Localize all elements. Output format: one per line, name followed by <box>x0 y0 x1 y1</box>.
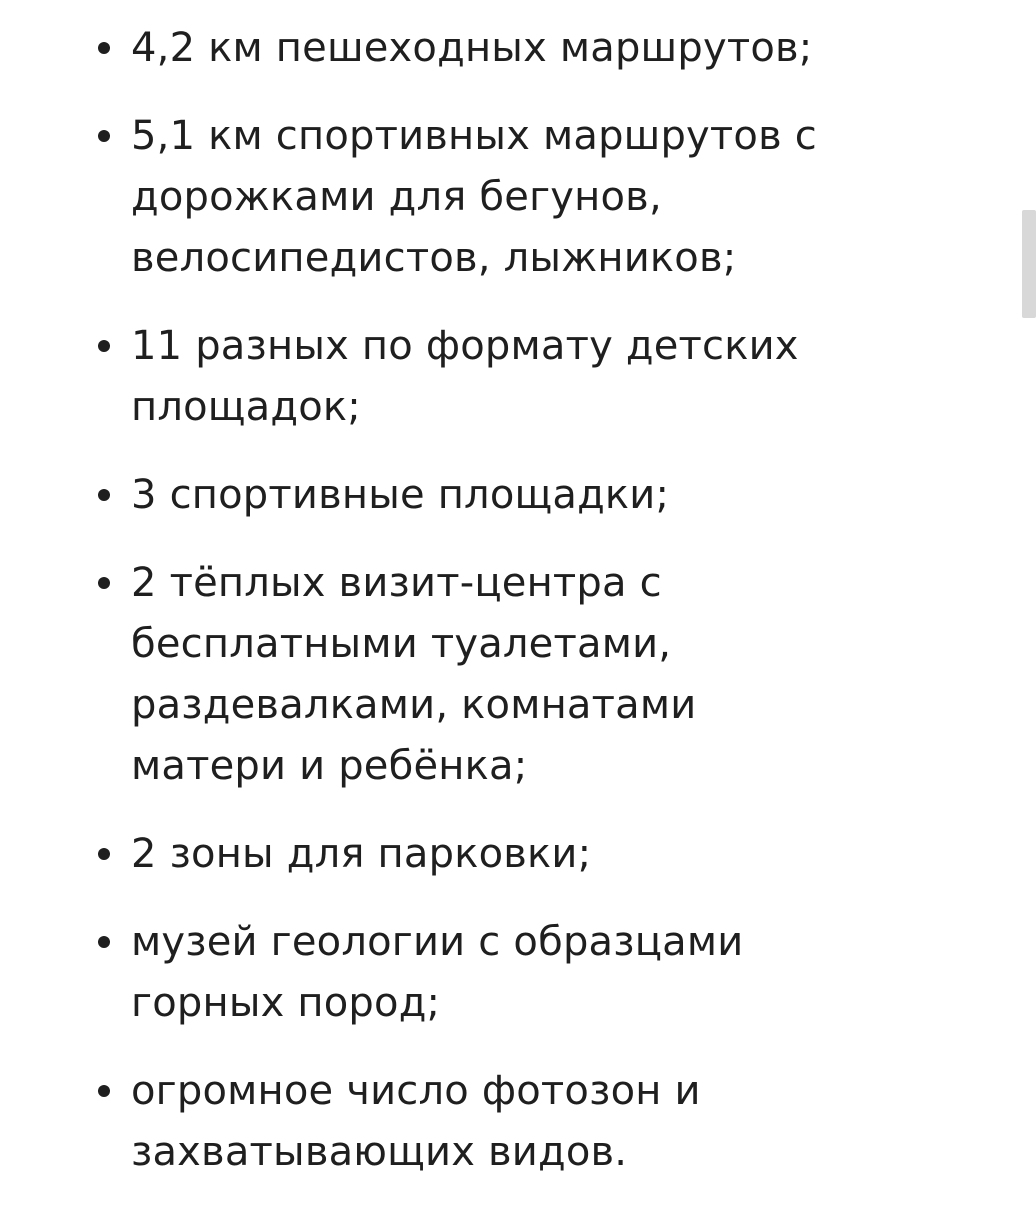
bullet-icon <box>98 489 110 501</box>
feature-list <box>95 18 955 1210</box>
list-item-text: 2 тёплых визит-центра с бесплатными туалетами, раздевалками, комнатами матери и ребёнка; <box>131 560 697 789</box>
bullet-icon <box>98 42 110 54</box>
list-item <box>95 465 955 526</box>
list-item <box>95 553 955 797</box>
scrollbar-thumb[interactable] <box>1022 210 1036 318</box>
bullet-icon <box>98 1085 110 1097</box>
list-item <box>95 912 955 1034</box>
list-item <box>95 1061 955 1183</box>
list-item-text: музей геологии с образцами горных пород; <box>131 919 744 1026</box>
bullet-icon <box>98 577 110 589</box>
bullet-icon <box>98 936 110 948</box>
list-item-text: 3 спортивные площадки; <box>131 472 670 518</box>
bullet-icon <box>98 130 110 142</box>
list-item <box>95 316 955 438</box>
list-item-text: 4,2 км пешеходных маршрутов; <box>131 25 813 71</box>
list-item <box>95 106 955 289</box>
list-item-text: огромное число фотозон и захватывающих видов. <box>131 1068 701 1175</box>
list-item-text: 11 разных по формату детских площадок; <box>131 323 799 430</box>
bullet-icon <box>98 848 110 860</box>
list-item <box>95 18 955 79</box>
list-item-text: 2 зоны для парковки; <box>131 831 592 877</box>
list-item <box>95 824 955 885</box>
list-item-text: 5,1 км спортивных маршрутов с дорожками для бегунов, велосипедистов, лыжников; <box>131 113 817 281</box>
bullet-icon <box>98 340 110 352</box>
